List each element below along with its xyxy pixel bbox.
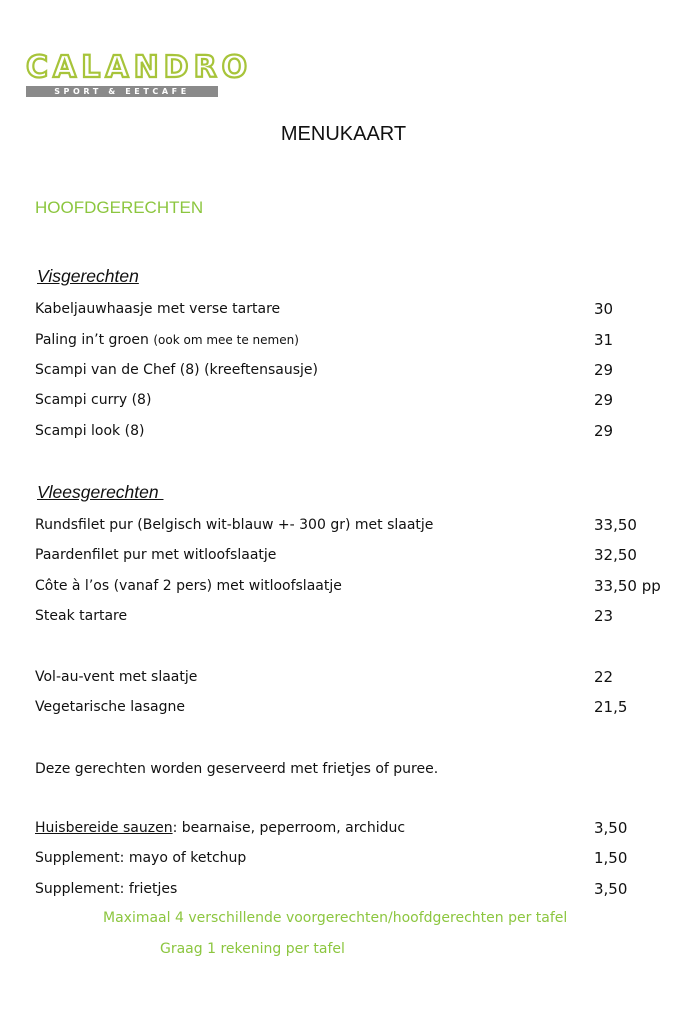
item-note: (ook om mee te nemen) bbox=[153, 333, 299, 347]
item-name: Scampi look (8) bbox=[35, 423, 145, 439]
item-price: 22 bbox=[594, 668, 614, 686]
item-name: Kabeljauwhaasje met verse tartare bbox=[35, 301, 281, 317]
item-price: 30 bbox=[594, 300, 614, 318]
item-name: Supplement: mayo of ketchup bbox=[35, 850, 247, 866]
menu-item bbox=[35, 359, 675, 381]
item-price: 3,50 bbox=[594, 880, 628, 898]
item-name-wrapper bbox=[35, 329, 299, 351]
item-price: 1,50 bbox=[594, 849, 628, 867]
item-price: 32,50 bbox=[594, 546, 637, 564]
sauces-list: : bearnaise, peperroom, archiduc bbox=[172, 820, 406, 836]
item-price: 21,5 bbox=[594, 698, 628, 716]
item-price: 33,50 pp bbox=[594, 577, 661, 595]
item-name: Vegetarische lasagne bbox=[35, 699, 185, 715]
item-price: 33,50 bbox=[594, 516, 637, 534]
menu-item bbox=[35, 666, 675, 688]
item-name: Rundsfilet pur (Belgisch wit-blauw +- 300 gr) met slaatje bbox=[35, 517, 434, 533]
category-fish: Visgerechten bbox=[37, 266, 139, 286]
item-name: Scampi curry (8) bbox=[35, 392, 152, 408]
item-name: Côte à l’os (vanaf 2 pers) met witloofslaatje bbox=[35, 578, 342, 594]
item-name: Supplement: frietjes bbox=[35, 881, 178, 897]
menu-item bbox=[35, 847, 675, 869]
menu-item bbox=[35, 420, 675, 442]
item-price: 23 bbox=[594, 607, 614, 625]
page-title: MENUKAART bbox=[280, 123, 407, 145]
footer-note-max: Maximaal 4 verschillende voorgerechten/hoofdgerechten per tafel bbox=[103, 910, 568, 926]
menu-item bbox=[35, 696, 675, 718]
menu-item bbox=[35, 878, 675, 900]
menu-item bbox=[35, 389, 675, 411]
item-price: 29 bbox=[594, 422, 614, 440]
logo-tagline: SPORT & EETCAFE bbox=[26, 86, 218, 97]
category-meat: Vleesgerechten bbox=[37, 482, 164, 502]
item-name: Vol-au-vent met slaatje bbox=[35, 669, 198, 685]
section-heading: HOOFDGERECHTEN bbox=[35, 198, 204, 217]
menu-item bbox=[35, 298, 675, 320]
item-price: 29 bbox=[594, 391, 614, 409]
menu-item bbox=[35, 605, 675, 627]
footer-note-bill: Graag 1 rekening per tafel bbox=[160, 941, 345, 957]
item-name: Steak tartare bbox=[35, 608, 128, 624]
menu-item bbox=[35, 329, 675, 351]
item-name: Paardenfilet pur met witloofslaatje bbox=[35, 547, 277, 563]
item-price: 29 bbox=[594, 361, 614, 379]
serving-note: Deze gerechten worden geserveerd met frietjes of puree. bbox=[35, 761, 439, 777]
menu-item bbox=[35, 514, 675, 536]
menu-item bbox=[35, 544, 675, 566]
menu-item bbox=[35, 575, 675, 597]
item-price: 31 bbox=[594, 331, 614, 349]
item-name: Paling in’t groen bbox=[35, 332, 154, 348]
restaurant-logo bbox=[26, 50, 253, 97]
sauces-label: Huisbereide sauzen bbox=[35, 820, 173, 836]
item-name: Scampi van de Chef (8) (kreeftensausje) bbox=[35, 362, 318, 378]
menu-item bbox=[35, 817, 675, 839]
item-price: 3,50 bbox=[594, 819, 628, 837]
item-name-wrapper bbox=[35, 817, 405, 839]
logo-wordmark: CALANDRO bbox=[26, 50, 253, 85]
